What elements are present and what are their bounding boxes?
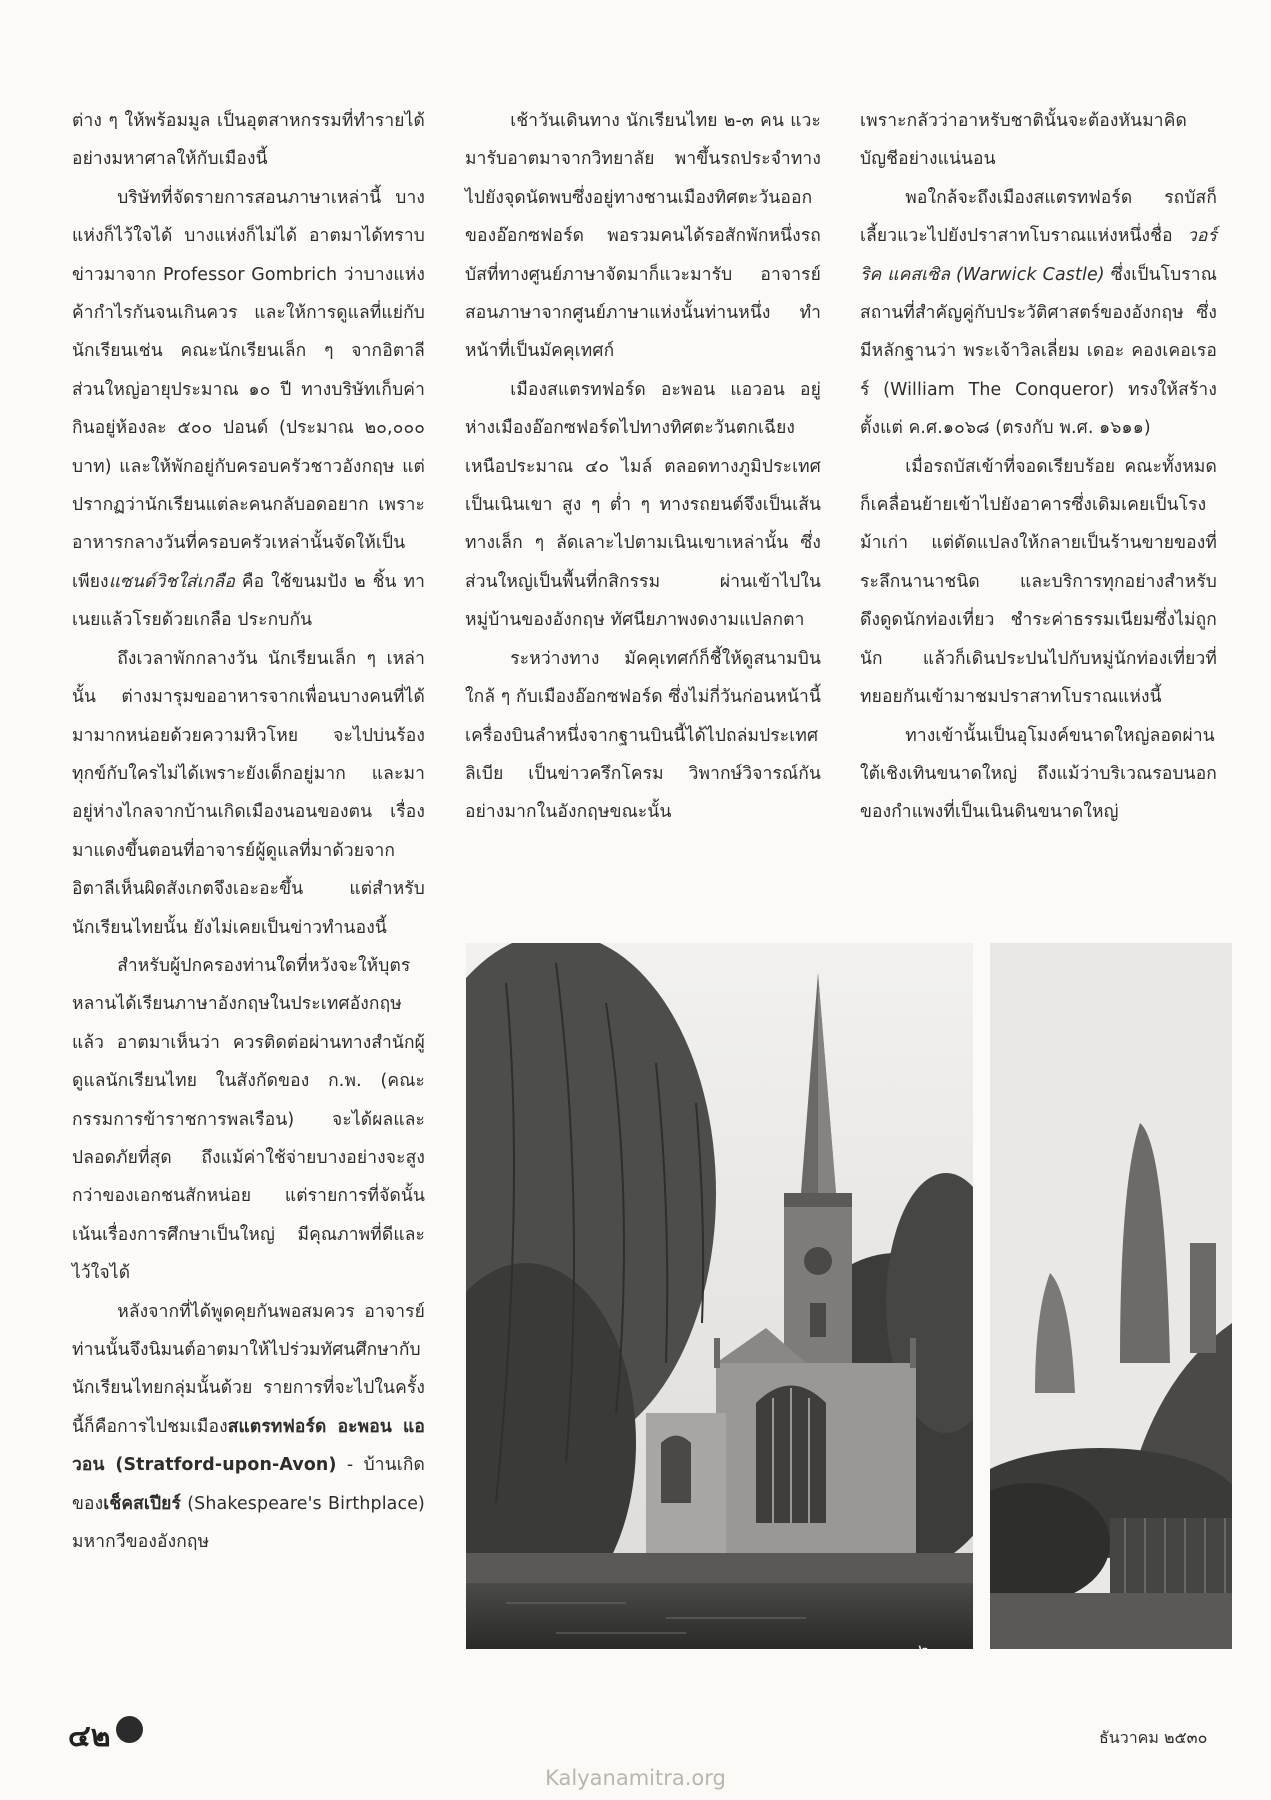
- paragraph: ต่าง ๆ ให้พร้อมมูล เป็นอุตสาหกรรมที่ทำรายได้อย่างมหาศาลให้กับเมืองนี้: [72, 111, 425, 170]
- paragraph: หลังจากที่ได้พูดคุยกันพอสมควร อาจารย์ท่านนั้นจึงนิมนต์อาตมาให้ไปร่วมทัศนศึกษากับนักเรียนไทยกลุ่มนั้นด้วย รายการที่จะไปในครั้งนี้ก็คือการไปชมเมืองสแตรทฟอร์ด อะพอน แอวอน (Stratford-upon-Avon) - บ้านเกิดของเช็คสเปียร์ (Shakespeare's Birthplace) มหากวีของอังกฤษ: [72, 1301, 425, 1553]
- text-column-3: [860, 102, 1217, 832]
- paragraph: เมืองสแตรทฟอร์ด อะพอน แอวอน อยู่ห่างเมืองอ๊อกซฟอร์ดไปทางทิศตะวันตกเฉียงเหนือประมาณ ๔๐ ไมล์ ตลอดทางภูมิประเทศเป็นเนินเขา สูง ๆ ต่ำ ๆ ทางรถยนต์จึงเป็นเส้นทางเล็ก ๆ ลัดเลาะไปตามเนินเขาเหล่านั้น ซึ่งส่วนใหญ่เป็นพื้นที่กสิกรรม ผ่านเข้าไปในหมู่บ้านของอังกฤษ ทัศนียภาพงดงามแปลกตา: [465, 379, 821, 631]
- photo-number-label: ๒: [918, 1640, 930, 1660]
- paragraph: เช้าวันเดินทาง นักเรียนไทย ๒-๓ คน แวะมารับอาตมาจากวิทยาลัย พาขึ้นรถประจำทางไปยังจุดนัดพบซึ่งอยู่ทางชานเมืองทิศตะวันออกของอ๊อกซฟอร์ด พอรวมคนได้รอสักพักหนึ่งรถบัสที่ทางศูนย์ภาษาจัดมาก็แวะมารับ อาจารย์สอนภาษาจากศูนย์ภาษาแห่งนั้นท่านหนึ่ง ทำหน้าที่เป็นมัคคุเทศก์: [465, 111, 821, 362]
- page-number: ๔๒: [68, 1719, 111, 1754]
- paragraph: พอใกล้จะถึงเมืองสแตรทฟอร์ด รถบัสก็เลี้ยวแวะไปยังปราสาทโบราณแห่งหนึ่งชื่อ วอร์ริค แคสเซิล (Warwick Castle) ซึ่งเป็นโบราณสถานที่สำคัญคู่กับประวัติศาสตร์ของอังกฤษ ซึ่งมีหลักฐานว่า พระเจ้าวิลเลี่ยม เดอะ คองเคอเรอร์ (William The Conqueror) ทรงให้สร้างตั้งแต่ ค.ศ.๑๐๖๘ (ตรงกับ พ.ศ. ๑๖๑๑): [860, 187, 1217, 439]
- paragraph: สำหรับผู้ปกครองท่านใดที่หวังจะให้บุตรหลานได้เรียนภาษาอังกฤษในประเทศอังกฤษแล้ว อาตมาเห็นว่า ควรติดต่อผ่านทางสำนักผู้ดูแลนักเรียนไทย ในสังกัดของ ก.พ. (คณะกรรมการข้าราชการพลเรือน) จะได้ผลและปลอดภัยที่สุด ถึงแม้ค่าใช้จ่ายบางอย่างจะสูงกว่าของเอกชนสักหน่อย แต่รายการที่จัดนั้นเน้นเรื่องการศึกษาเป็นใหญ่ มีคุณภาพที่ดีและไว้ใจได้: [72, 955, 425, 1284]
- church-spire-photo: [466, 943, 973, 1649]
- issue-date: ธันวาคม ๒๕๓๐: [1099, 1728, 1208, 1747]
- paragraph: ทางเข้านั้นเป็นอุโมงค์ขนาดใหญ่ลอดผ่านใต้เชิงเทินขนาดใหญ่ ถึงแม้ว่าบริเวณรอบนอกของกำแพงที่เป็นเนินดินขนาดใหญ่: [860, 725, 1217, 823]
- paragraph: ระหว่างทาง มัคคุเทศก์ก็ชี้ให้ดูสนามบินใกล้ ๆ กับเมืองอ๊อกซฟอร์ด ซึ่งไม่กี่วันก่อนหน้านี้ เครื่องบินลำหนึ่งจากฐานบินนี้ได้ไปถล่มประเทศลิเบีย เป็นข่าวครึกโครม วิพากษ์วิจารณ์กันอย่างมากในอังกฤษขณะนั้น: [465, 648, 821, 823]
- paragraph: ถึงเวลาพักกลางวัน นักเรียนเล็ก ๆ เหล่านั้น ต่างมารุมขออาหารจากเพื่อนบางคนที่ได้มามากหน่อยด้วยความหิวโหย จะไปบ่นร้องทุกข์กับใครไม่ได้เพราะยังเด็กอยู่มาก และมาอยู่ห่างไกลจากบ้านเกิดเมืองนอนของตน เรื่องมาแดงขึ้นตอนที่อาจารย์ผู้ดูแลที่มาด้วยจากอิตาลีเห็นผิดสังเกตจึงเอะอะขึ้น แต่สำหรับนักเรียนไทยนั้น ยังไม่เคยเป็นข่าวทำนองนี้: [72, 648, 425, 938]
- paragraph: เพราะกลัวว่าอาหรับชาตินั้นจะต้องหันมาคิดบัญชีอย่างแน่นอน: [860, 111, 1187, 170]
- cottage-photo: [990, 943, 1232, 1649]
- watermark: Kalyanamitra.org: [545, 1766, 726, 1790]
- text-column-1: [72, 102, 425, 1561]
- paragraph: บริษัทที่จัดรายการสอนภาษาเหล่านี้ บางแห่งก็ไว้ใจได้ บางแห่งก็ไม่ได้ อาตมาได้ทราบข่าวมาจาก Professor Gombrich ว่าบางแห่งค้ากำไรกันจนเกินควร และให้การดูแลที่แย่กับนักเรียนเช่น คณะนักเรียนเล็ก ๆ จากอิตาลี ส่วนใหญ่อายุประมาณ ๑๐ ปี ทางบริษัทเก็บค่ากินอยู่ห้องละ ๕๐๐ ปอนด์ (ประมาณ ๒๐,๐๐๐ บาท) และให้พักอยู่กับครอบครัวชาวอังกฤษ แต่ปรากฏว่านักเรียนแต่ละคนกลับอดอยาก เพราะอาหารกลางวันที่ครอบครัวเหล่านั้นจัดให้เป็นเพียงแซนด์วิชใส่เกลือ คือ ใช้ขนมปัง ๒ ชิ้น ทาเนยแล้วโรยด้วยเกลือ ประกบกัน: [72, 187, 425, 631]
- circle-logo-icon: [116, 1716, 143, 1743]
- paragraph: เมื่อรถบัสเข้าที่จอดเรียบร้อย คณะทั้งหมดก็เคลื่อนย้ายเข้าไปยังอาคารซึ่งเดิมเคยเป็นโรงม้าเก่า แต่ดัดแปลงให้กลายเป็นร้านขายของที่ระลึกนานาชนิด และบริการทุกอย่างสำหรับดึงดูดนักท่องเที่ยว ชำระค่าธรรมเนียมซึ่งไม่ถูกนัก แล้วก็เดินประปนไปกับหมู่นักท่องเที่ยวที่ทยอยกันเข้ามาชมปราสาทโบราณแห่งนี้: [860, 456, 1217, 708]
- text-column-2: [465, 102, 821, 832]
